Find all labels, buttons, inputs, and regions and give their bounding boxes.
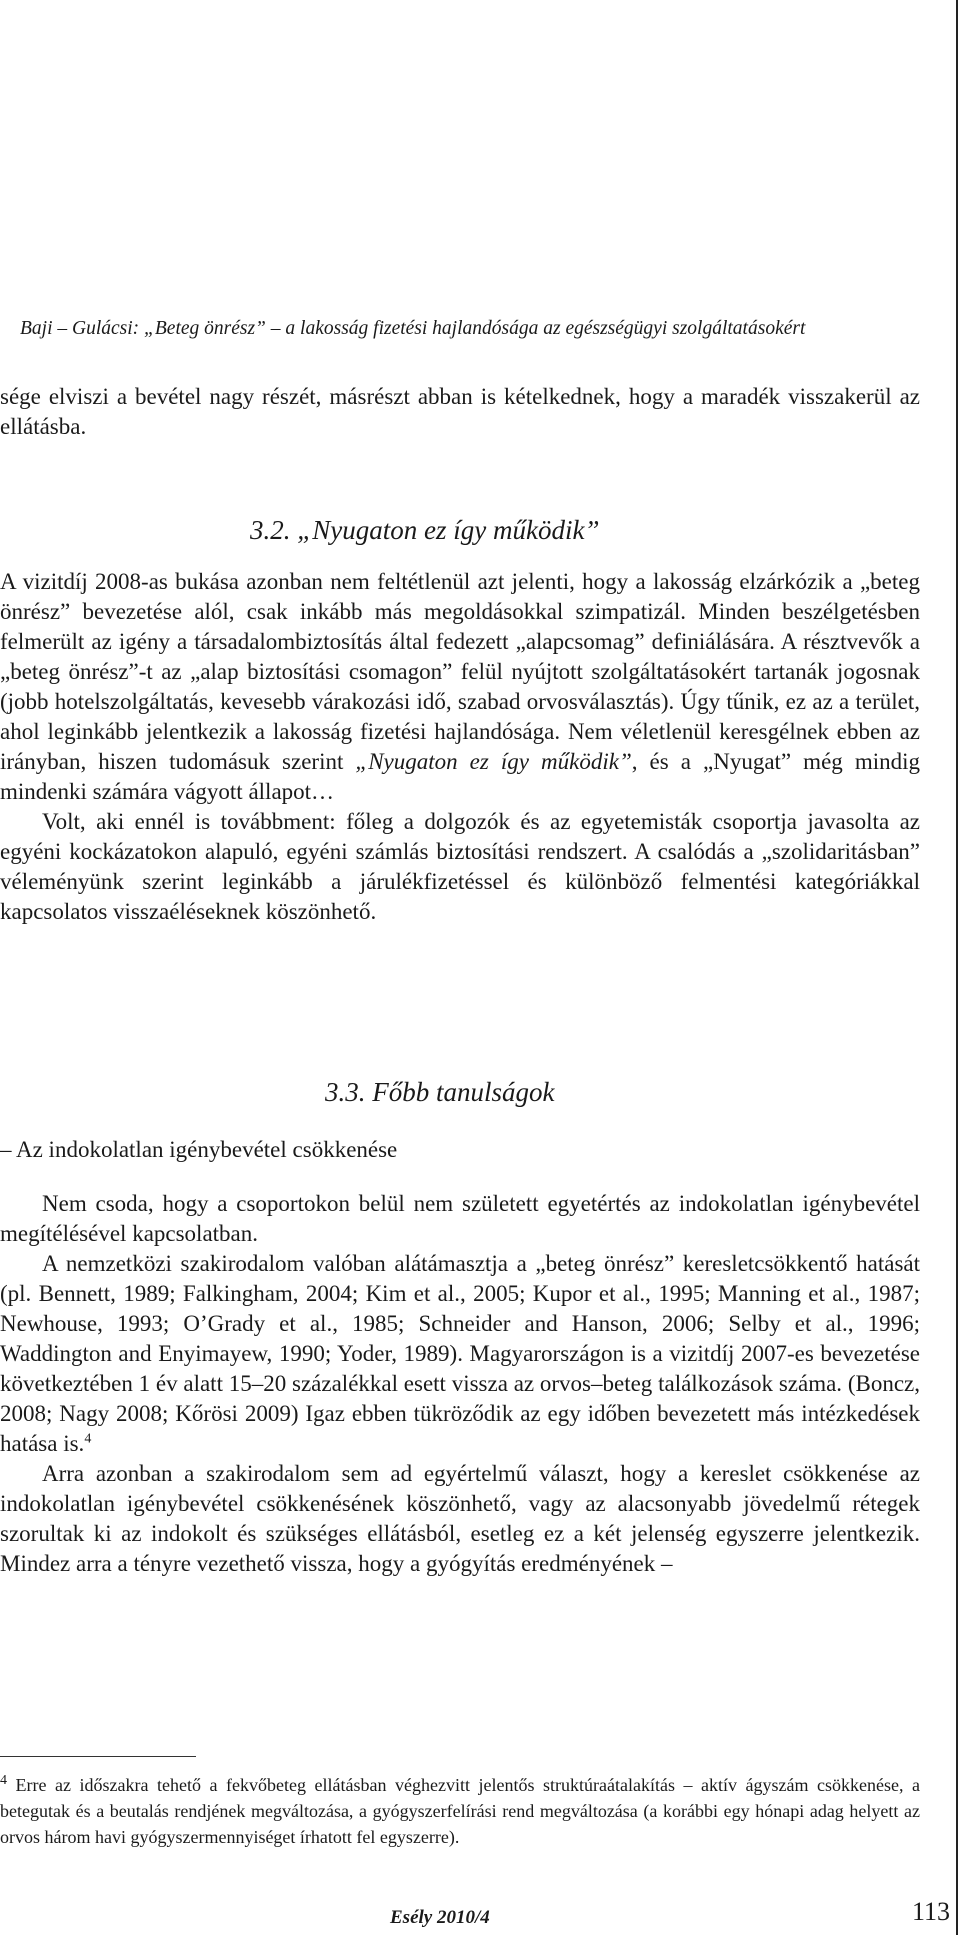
section-3-3-body	[0, 1189, 920, 1579]
paragraph	[0, 1249, 920, 1459]
paragraph-text: A vizitdíj 2008-as bukása azonban nem feltétlenül azt jelenti, hogy a lakosság elzárkózik a „beteg önrész” bevezetése alól, csak inkább más megoldásokkal szimpatizál. Minden beszélgetésben felmerült az igény a társadalombiztosítás által fedezett „alapcsomag” definiálására. A résztvevők a „beteg önrész”-t az „alap biztosítási csomagon” felül nyújtott szolgáltatásokért tartanák jogosnak (jobb hotelszolgáltatás, kevesebb várakozási idő, szabad orvosválasztás). Úgy tűnik, ez az a terület, ahol leginkább jelentkezik a lakosság fizetési hajlandósága. Nem véletlenül keresgélnek ebben az irányban, hiszen tudomásuk szerint	[0, 569, 920, 774]
paragraph: Arra azonban a szakirodalom sem ad egyértelmű választ, hogy a kereslet csökkenése az indokolatlan igénybevétel csökkenésének köszönhető, vagy az alacsonyabb jövedelmű rétegek szorultak ki az indokolt és szükséges ellátásból, esetleg ez a két jelenség egyszerre jelentkezik. Mindez arra a tényre vezethető vissza, hogy a gyógyítás eredményének –	[0, 1461, 920, 1576]
section-3-3-heading: 3.3. Főbb tanulságok	[325, 1077, 555, 1107]
paragraph	[0, 567, 920, 807]
footnote-number: 4	[0, 1773, 7, 1788]
footnote-divider	[0, 1756, 196, 1757]
page-number: 113	[911, 1897, 950, 1926]
paragraph: Nem csoda, hogy a csoportokon belül nem született egyetértés az indokolatlan igénybevétel megítélésével kapcsolatban.	[0, 1191, 920, 1246]
section-3-2-body	[0, 567, 920, 927]
footnote	[0, 1772, 920, 1850]
section-3-2-heading: 3.2. „Nyugaton ez így működik”	[250, 515, 600, 545]
paragraph-text: , és a „Nyugat” még mindig mindenki számára vágyott állapot…	[0, 749, 920, 804]
running-head: Baji – Gulácsi: „Beteg önrész” – a lakosság fizetési hajlandósága az egészségügyi szolgáltatásokért	[20, 318, 806, 339]
page-edge-rule	[956, 0, 958, 1935]
italic-quote: „Nyugaton ez így működik”	[355, 749, 632, 774]
paragraph: Volt, aki ennél is továbbment: főleg a dolgozók és az egyetemisták csoportja javasolta az egyéni kockázatokon alapuló, egyéni számlás biztosítási rendszert. A csalódás a „szolidaritásban” véleményünk szerint leginkább a járulékfizetéssel és különböző felmentési kategóriákkal kapcsolatos visszaéléseknek köszönhető.	[0, 809, 920, 924]
intro-text	[0, 382, 920, 442]
journal-name: Esély 2010/4	[390, 1907, 490, 1928]
footnote-text: Erre az időszakra tehető a fekvőbeteg ellátásban véghezvitt jelentős struktúraátalakítás – aktív ágyszám csökkenése, a betegutak és a beutalás rendjének megváltozása, a gyógyszerfelírási rend megváltozása (a korábbi egy hónapi adag helyett az orvos három havi gyógyszermennyiséget írhatott fel egyszerre).	[0, 1775, 920, 1847]
paragraph-text: A nemzetközi szakirodalom valóban alátámasztja a „beteg önrész” keresletcsökkentő hatását (pl. Bennett, 1989; Falkingham, 2004; Kim et al., 2005; Kupor et al., 1995; Manning et al., 1987; Newhouse, 1993; O’Grady et al., 1985; Schneider and Hanson, 2006; Selby et al., 1996; Waddington and Enyimayew, 1990; Yoder, 1989). Magyarországon is a vizitdíj 2007-es bevezetése következtében 1 év alatt 15–20 százalékkal esett vissza az orvos–beteg találkozások száma. (Boncz, 2008; Nagy 2008; Kőrösi 2009) Igaz ebben tükröződik az egy időben bevezetett más intézkedések hatása is.	[0, 1251, 920, 1456]
subsection-title: – Az indokolatlan igénybevétel csökkenése	[0, 1137, 398, 1162]
footnote-reference[interactable]: 4	[84, 1431, 92, 1447]
intro-paragraph: sége elviszi a bevétel nagy részét, másrészt abban is kételkednek, hogy a maradék visszakerül az ellátásba.	[0, 384, 920, 439]
